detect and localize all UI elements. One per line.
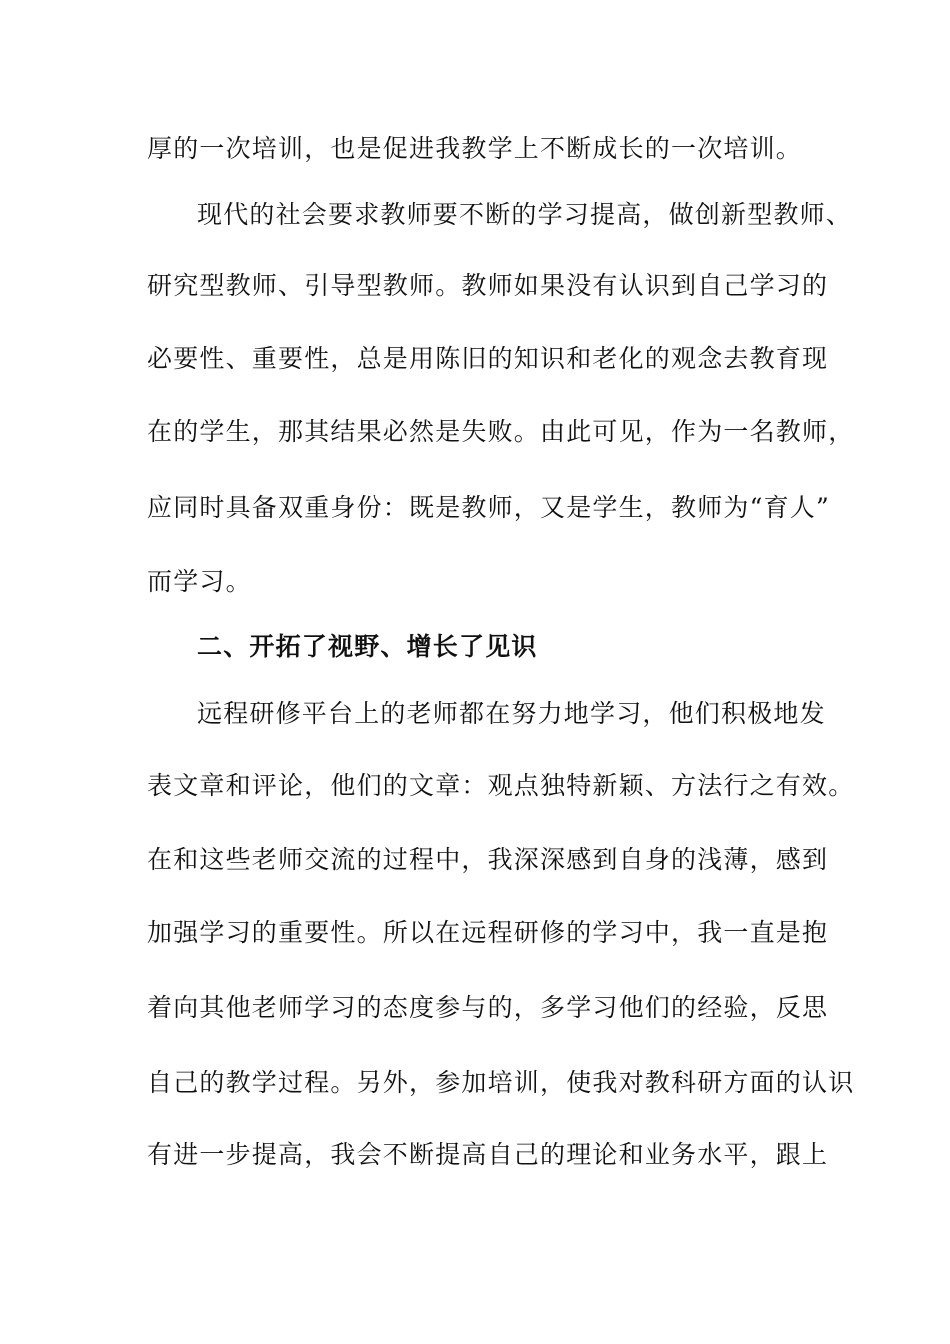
text-line-14: 自己的教学过程。另外，参加培训，使我对教科研方面的认识 [147, 1068, 855, 1097]
text-line-3: 研究型教师、引导型教师。教师如果没有认识到自己学习的 [147, 271, 829, 300]
text-line-6: 应同时具备双重身份：既是教师，又是学生，教师为“育人” [147, 493, 830, 522]
text-line-2: 现代的社会要求教师要不断的学习提高，做创新型教师、 [197, 200, 853, 229]
text-line-4: 必要性、重要性，总是用陈旧的知识和老化的观念去教育现 [147, 344, 829, 373]
text-line-5: 在的学生，那其结果必然是失败。由此可见，作为一名教师， [147, 417, 855, 446]
text-line-10: 表文章和评论，他们的文章：观点独特新颖、方法行之有效。 [147, 771, 855, 800]
text-line-1: 厚的一次培训，也是促进我教学上不断成长的一次培训。 [147, 134, 803, 163]
text-line-11: 在和这些老师交流的过程中，我深深感到自身的浅薄，感到 [147, 845, 829, 874]
text-line-13: 着向其他老师学习的态度参与的，多学习他们的经验，反思 [147, 993, 829, 1022]
text-line-15: 有进一步提高，我会不断提高自己的理论和业务水平，跟上 [147, 1140, 829, 1169]
text-line-7: 而学习。 [147, 567, 252, 596]
text-line-12: 加强学习的重要性。所以在远程研修的学习中，我一直是抱 [147, 918, 829, 947]
section-heading: 二、开拓了视野、增长了见识 [197, 632, 538, 661]
text-line-9: 远程研修平台上的老师都在努力地学习，他们积极地发 [197, 699, 826, 728]
